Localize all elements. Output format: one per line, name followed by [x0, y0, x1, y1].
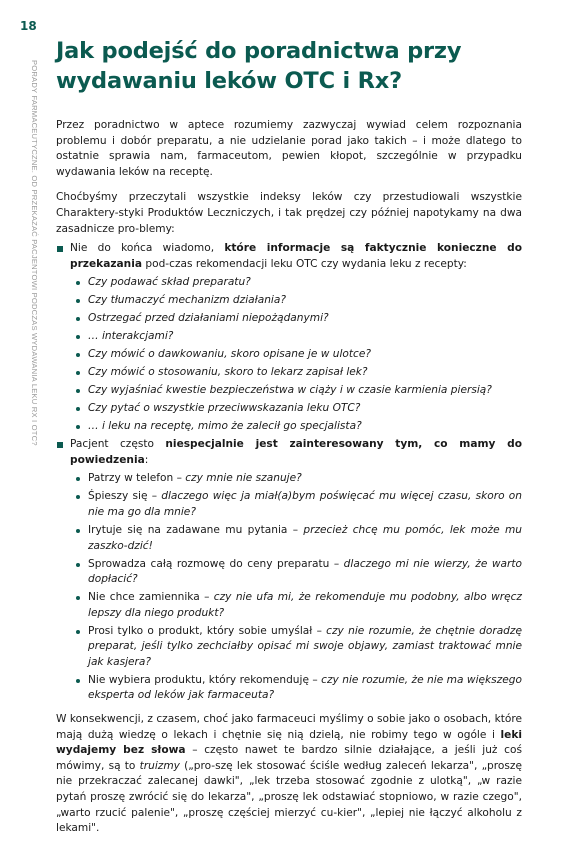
pharmacist-thought-text: czy nie ufa mi, że rekomenduje mu podobny, albo wręcz lepszy dla niego produkt?	[88, 591, 522, 619]
list-item	[70, 383, 522, 399]
square-bullet-icon	[57, 246, 63, 252]
intro-paragraph: Przez poradnictwo w aptece rozumiemy zazwyczaj wywiad celem rozpoznania problemu i dobór preparatu, a nie udzielanie porad jako takich – i może dlatego to ostatnie sprawia nam, farmaceutom, pewien kłopot, szczególnie w przypadku wydawania leków na receptę.	[56, 119, 522, 178]
question-text: Czy mówić o stosowaniu, skoro to lekarz zapisał lek?	[88, 366, 368, 379]
list-item	[70, 293, 522, 309]
list-item	[70, 489, 522, 520]
behaviour-text: Irytuje się na zadawane mu pytania –	[88, 523, 304, 536]
dot-bullet-icon	[76, 596, 80, 600]
pharmacist-thought-text: czy nie rozumie, że chętnie doradzę preparat, jeśli tylko zechciałby opisać mi swoje objawy, zamiast traktować mnie jak kasjera?	[88, 624, 522, 668]
behaviour-text: Nie chce zamiennika –	[88, 591, 214, 604]
dot-bullet-icon	[76, 477, 80, 481]
information-questions-list	[70, 275, 522, 434]
question-text: Czy wyjaśniać kwestie bezpieczeństwa w ciąży i w czasie karmienia piersią?	[88, 384, 492, 397]
list-item	[70, 401, 522, 417]
problems-list	[56, 241, 522, 704]
page-title: Jak podejść do poradnictwa przy wydawaniu leków OTC i Rx?	[56, 38, 462, 94]
question-text: Czy podawać skład preparatu?	[88, 276, 251, 289]
list-item	[70, 311, 522, 327]
list-item	[70, 347, 522, 363]
square-bullet-icon	[57, 442, 63, 448]
pharmacist-thought-text: czy nie rozumie, że nie ma większego eksperta od leków jak farmaceuta?	[88, 673, 522, 702]
list-item	[70, 557, 522, 588]
patient-behaviours-list	[70, 471, 522, 704]
pharmacist-thought-text: dlaczego więc ja miał(a)bym poświęcać mu więcej czasu, skoro on nie ma go dla mnie?	[88, 490, 522, 518]
list-item	[70, 275, 522, 291]
dot-bullet-icon	[76, 281, 80, 285]
dot-bullet-icon	[76, 389, 80, 393]
problem-text: Nie do końca wiadomo, które informacje są faktycznie konieczne do przekazania pod-czas rekomendacji leku OTC czy wydania leku z recepty:	[70, 242, 522, 270]
behaviour-text: Patrzy w telefon –	[88, 472, 186, 485]
question-text: … interakcjami?	[88, 330, 174, 343]
question-text: Czy mówić o dawkowaniu, skoro opisane je w ulotce?	[88, 348, 372, 361]
dot-bullet-icon	[76, 407, 80, 411]
closing-paragraph: W konsekwencji, z czasem, choć jako farmaceuci myślimy o sobie jako o osobach, które mają dużą wiedzę o lekach i chętnie się nią dzielą, nie robimy tego w ogóle i leki wydajemy bez słowa – często nawet te bardzo silnie działające, a jeśli już coś mówimy, są to truizmy („pro-szę lek stosować ściśle według zaleceń lekarza", „proszę nie przekraczać zalecanej dawki", „lek trzeba stosować zgodnie z ulotką", „w razie pytań proszę zwrócić się do lekarza", „proszę lek odstawiać stopniowo, w razie czego", „warto rzucić palenie", „proszę częściej mierzyć cu-kier", „lepiej nie łączyć alkoholu z lekami".	[56, 713, 522, 835]
page-number: 18	[20, 19, 37, 33]
dot-bullet-icon	[76, 529, 80, 533]
list-item	[70, 624, 522, 671]
list-item	[70, 419, 522, 435]
problem-item-information	[56, 241, 522, 435]
pharmacist-thought-text: czy mnie nie szanuje?	[185, 472, 302, 485]
problem-item-patient	[56, 437, 522, 704]
behaviour-text: Sprowadza całą rozmowę do ceny preparatu –	[88, 557, 344, 570]
list-item	[70, 523, 522, 554]
list-item	[70, 471, 522, 487]
dot-bullet-icon	[76, 317, 80, 321]
dot-bullet-icon	[76, 371, 80, 375]
problem-text: Pacjent często niespecjalnie jest zainteresowany tym, co mamy do powiedzenia:	[70, 438, 522, 466]
behaviour-text: Nie wybiera produktu, który rekomenduję –	[88, 673, 322, 686]
dot-bullet-icon	[76, 299, 80, 303]
dot-bullet-icon	[76, 425, 80, 429]
dot-bullet-icon	[76, 495, 80, 499]
dot-bullet-icon	[76, 679, 80, 683]
dot-bullet-icon	[76, 335, 80, 339]
list-item	[70, 590, 522, 621]
pharmacist-thought-text: przecież chcę mu pomóc, lek może mu zaszko-dzić!	[88, 523, 522, 552]
question-text: Czy pytać o wszystkie przeciwwskazania leku OTC?	[88, 402, 361, 415]
pharmacist-thought-text: dlaczego mi nie wierzy, że warto dopłacić?	[88, 557, 522, 586]
behaviour-text: Śpieszy się –	[88, 490, 162, 503]
behaviour-text: Prosi tylko o produkt, który sobie umyślał –	[88, 624, 327, 637]
dot-bullet-icon	[76, 563, 80, 567]
problems-paragraph: Choćbyśmy przeczytali wszystkie indeksy leków czy przestudiowali wszystkie Charaktery-styki Produktów Leczniczych, i tak prędzej czy później napotykamy na dwa zasadnicze pro-blemy:	[56, 191, 522, 235]
list-item	[70, 365, 522, 381]
dot-bullet-icon	[76, 630, 80, 634]
question-text: … i leku na receptę, mimo że zalecił go specjalista?	[88, 420, 362, 433]
side-running-header: PORADY FARMACEUTYCZNE. OD PRZEKAZAĆ PACJENTOWI PODCZAS WYDAWANIA LEKU RX I OTC?	[30, 60, 39, 446]
list-item	[70, 329, 522, 345]
dot-bullet-icon	[76, 353, 80, 357]
question-text: Ostrzegać przed działaniami niepożądanymi?	[88, 312, 329, 325]
list-item	[70, 673, 522, 704]
question-text: Czy tłumaczyć mechanizm działania?	[88, 294, 286, 307]
page-content	[56, 36, 522, 847]
